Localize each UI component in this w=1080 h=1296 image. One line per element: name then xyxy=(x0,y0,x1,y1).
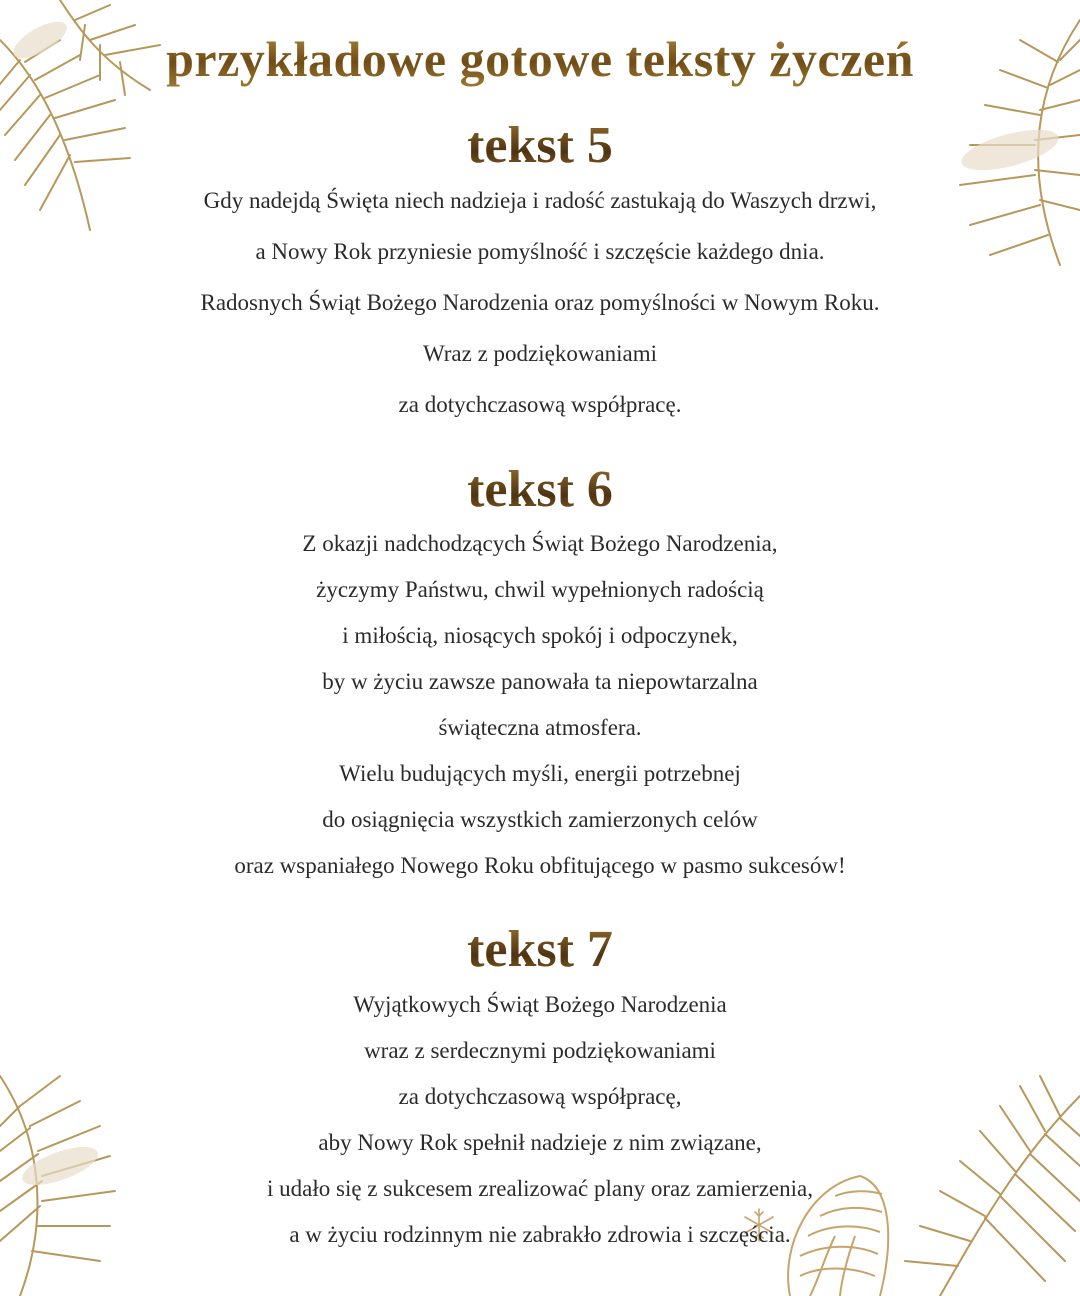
text-line: by w życiu zawsze panowała ta niepowtarzalna xyxy=(322,669,758,694)
section-body-tekst-7 xyxy=(0,990,1080,1266)
text-line: wraz z serdecznymi podziękowaniami xyxy=(364,1038,716,1063)
text-line: i miłością, niosących spokój i odpoczynek, xyxy=(342,623,738,648)
text-line: świąteczna atmosfera. xyxy=(438,715,642,740)
section-title-tekst-7: tekst 7 xyxy=(0,920,1080,979)
text-line: i udało się z sukcesem zrealizować plany oraz zamierzenia, xyxy=(267,1176,813,1201)
text-line: oraz wspaniałego Nowego Roku obfitującego w pasmo sukcesów! xyxy=(234,853,846,878)
text-line: Wyjątkowych Świąt Bożego Narodzenia xyxy=(353,992,727,1017)
text-line: za dotychczasową współpracę, xyxy=(398,1084,682,1109)
section-title-tekst-6: tekst 6 xyxy=(0,460,1080,519)
text-line: do osiągnięcia wszystkich zamierzonych celów xyxy=(322,807,758,832)
text-line: Wraz z podziękowaniami xyxy=(422,341,658,366)
text-line: Wielu budujących myśli, energii potrzebnej xyxy=(339,761,741,786)
text-line: za dotychczasową współpracę. xyxy=(398,392,682,417)
section-body-tekst-6 xyxy=(0,529,1080,897)
text-line: aby Nowy Rok spełnił nadzieje z nim związane, xyxy=(318,1130,762,1155)
text-line: Radosnych Świąt Bożego Narodzenia oraz pomyślności w Nowym Roku. xyxy=(200,290,880,315)
text-line: życzymy Państwu, chwil wypełnionych radością xyxy=(316,577,764,602)
text-line: Z okazji nadchodzących Świąt Bożego Narodzenia, xyxy=(302,531,778,556)
text-line: a Nowy Rok przyniesie pomyślność i szczęście każdego dnia. xyxy=(255,239,825,264)
main-title: przykładowe gotowe teksty życzeń xyxy=(0,30,1080,88)
section-body-tekst-5 xyxy=(0,186,1080,441)
text-line: Gdy nadejdą Święta niech nadzieja i radość zastukają do Waszych drzwi, xyxy=(203,188,877,213)
section-title-tekst-5: tekst 5 xyxy=(0,116,1080,175)
text-line: a w życiu rodzinnym nie zabrakło zdrowia i szczęścia. xyxy=(289,1222,791,1247)
